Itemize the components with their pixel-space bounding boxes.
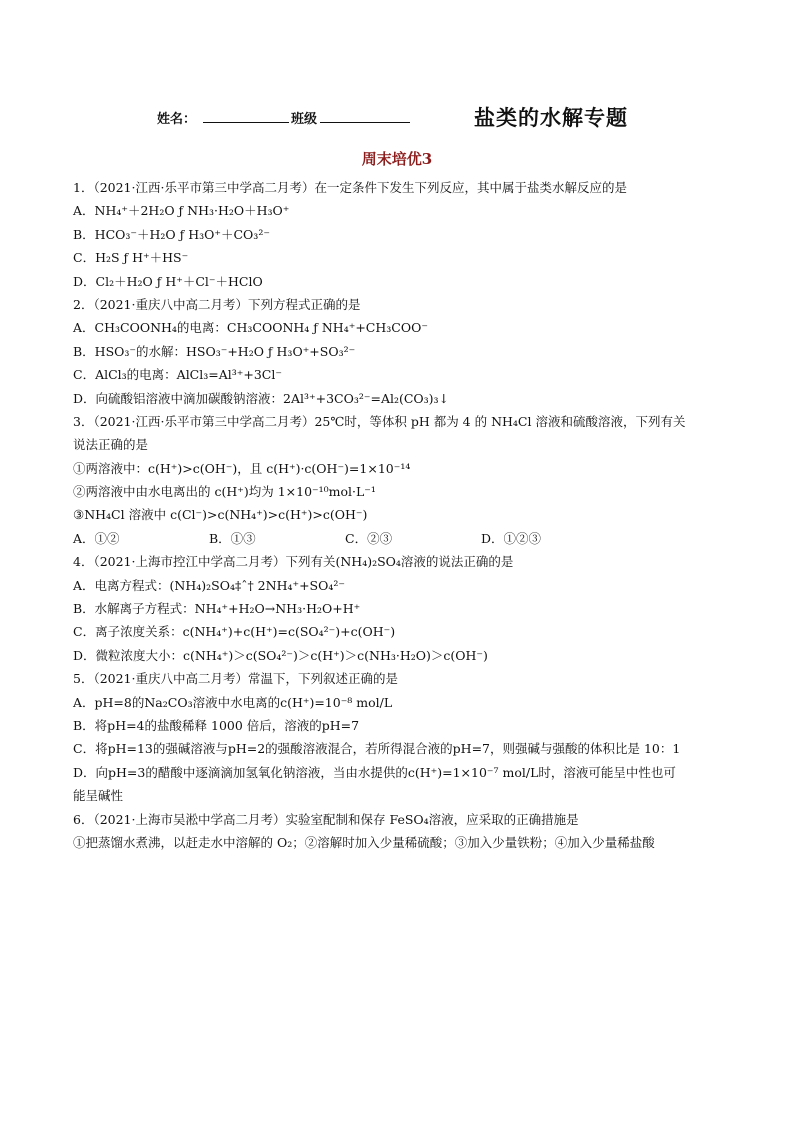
class-label: 班级 — [291, 112, 318, 127]
q3-choice-a: A．①② — [73, 530, 120, 546]
q1-option-a: A．NH₄⁺＋2H₂O ƒ NH₃·H₂O＋H₃O⁺ — [73, 203, 290, 219]
name-blank — [203, 122, 289, 123]
q4-option-d: D．微粒浓度大小：c(NH₄⁺)＞c(SO₄²⁻)＞c(H⁺)＞c(NH₃·H₂O)＞c(OH⁻) — [73, 647, 488, 663]
q2-stem: 2．（2021·重庆八中高二月考）下列方程式正确的是 — [73, 296, 361, 312]
q1-option-b: B．HCO₃⁻＋H₂O ƒ H₃O⁺＋CO₃²⁻ — [73, 226, 270, 242]
name-label: 姓名： — [157, 112, 197, 127]
header — [0, 100, 794, 134]
q5-option-d-line2: 能呈碱性 — [73, 788, 124, 804]
q5-option-c: C．将pH=13的强碱溶液与pH=2的强酸溶液混合，若所得混合液的pH=7，则强碱与强酸的体积比是 10：1 — [73, 741, 681, 757]
class-blank — [320, 122, 410, 123]
q4-option-a: A．电离方程式：(NH₄)₂SO₄‡ˆ† 2NH₄⁺+SO₄²⁻ — [73, 577, 345, 593]
document-title: 盐类的水解专题 — [474, 105, 628, 130]
q3-statement-3: ③NH₄Cl 溶液中 c(Cl⁻)>c(NH₄⁺)>c(H⁺)>c(OH⁻) — [73, 507, 368, 523]
q3-choice-b: B．①③ — [209, 530, 256, 546]
q4-option-c: C．离子浓度关系：c(NH₄⁺)+c(H⁺)=c(SO₄²⁻)+c(OH⁻) — [73, 624, 396, 640]
q5-option-b: B．将pH=4的盐酸稀释 1000 倍后，溶液的pH=7 — [73, 717, 360, 733]
q6-stem: 6．（2021·上海市吴淞中学高二月考）实验室配制和保存 FeSO₄溶液，应采取的正确措施是 — [73, 811, 579, 827]
q5-option-d-line1: D．向pH=3的醋酸中逐滴滴加氢氧化钠溶液，当由水提供的c(H⁺)=1×10⁻⁷ mol/L时，溶液可能呈中性也可 — [73, 764, 676, 780]
q6-statements: ①把蒸馏水煮沸，以赶走水中溶解的 O₂；②溶解时加入少量稀硫酸；③加入少量铁粉；④加入少量稀盐酸 — [73, 834, 655, 850]
q3-statement-2: ②两溶液中由水电离出的 c(H⁺)均为 1×10⁻¹⁰mol·L⁻¹ — [73, 484, 376, 500]
q3-statement-1: ①两溶液中：c(H⁺)>c(OH⁻)，且 c(H⁺)·c(OH⁻)=1×10⁻¹⁴ — [73, 460, 411, 476]
q3-choice-c: C．②③ — [345, 530, 393, 546]
q5-stem: 5．（2021·重庆八中高二月考）常温下，下列叙述正确的是 — [73, 671, 398, 687]
q2-option-b: B．HSO₃⁻的水解：HSO₃⁻+H₂O ƒ H₃O⁺+SO₃²⁻ — [73, 343, 356, 359]
q1-option-c: C．H₂S ƒ H⁺＋HS⁻ — [73, 250, 189, 266]
q2-option-d: D．向硫酸铝溶液中滴加碳酸钠溶液：2Al³⁺+3CO₃²⁻=Al₂(CO₃)₃↓ — [73, 390, 450, 406]
q3-choice-d: D．①②③ — [481, 530, 542, 546]
q4-stem: 4．（2021·上海市控江中学高二月考）下列有关(NH₄)₂SO₄溶液的说法正确的是 — [73, 554, 514, 570]
subtitle: 周末培优3 — [361, 150, 433, 168]
q2-option-c: C．AlCl₃的电离：AlCl₃=Al³⁺+3Cl⁻ — [73, 367, 282, 383]
question-content — [73, 176, 733, 854]
q3-choices — [73, 527, 733, 550]
q4-option-b: B．水解离子方程式：NH₄⁺+H₂O→NH₃·H₂O+H⁺ — [73, 601, 361, 617]
q5-option-a: A．pH=8的Na₂CO₃溶液中水电离的c(H⁺)=10⁻⁸ mol/L — [73, 694, 393, 710]
q1-option-d: D．Cl₂＋H₂O ƒ H⁺＋Cl⁻＋HClO — [73, 273, 263, 289]
q3-stem-line1: 3．（2021·江西·乐平市第三中学高二月考）25℃时，等体积 pH 都为 4 的 NH₄Cl 溶液和硫酸溶液，下列有关 — [73, 413, 686, 429]
q3-stem-line2: 说法正确的是 — [73, 437, 149, 453]
q2-option-a: A．CH₃COONH₄的电离：CH₃COONH₄ ƒ NH₄⁺+CH₃COO⁻ — [73, 320, 428, 336]
q1-stem: 1．（2021·江西·乐平市第三中学高二月考）在一定条件下发生下列反应，其中属于盐类水解反应的是 — [73, 180, 627, 195]
